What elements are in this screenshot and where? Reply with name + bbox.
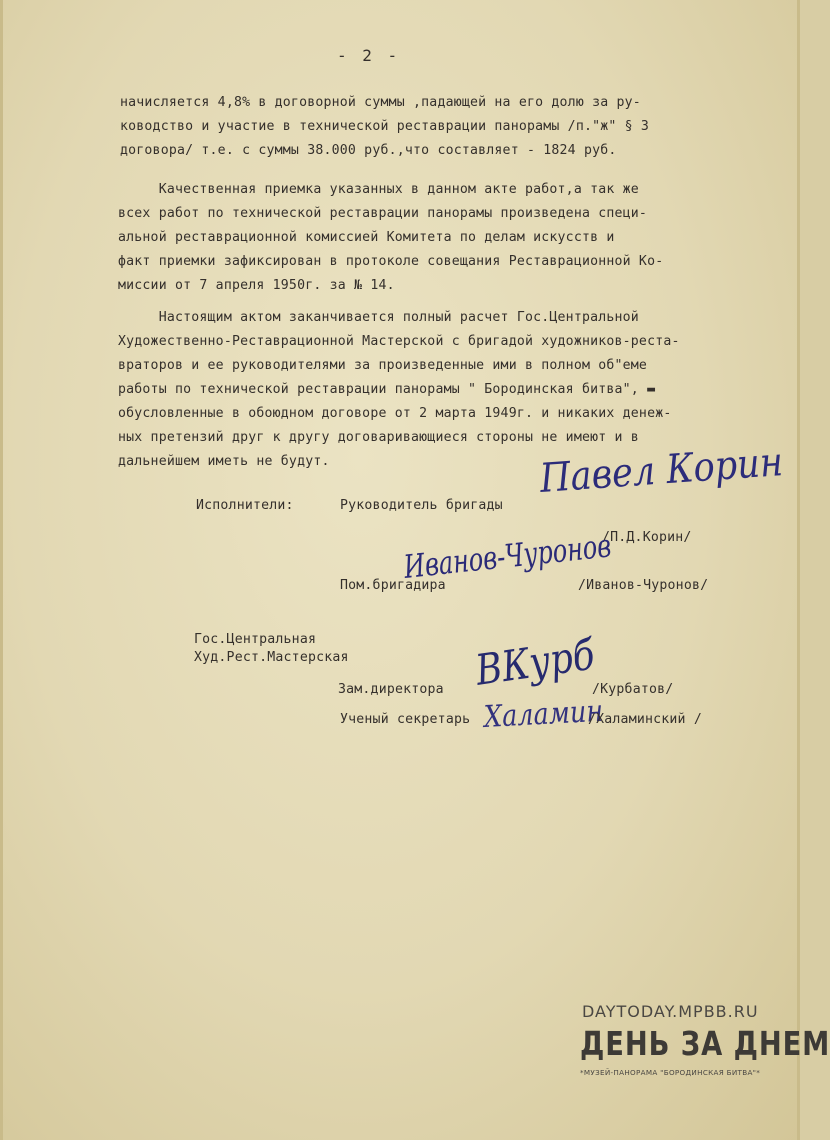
text-line: ководство и участие в технической реставрации панорамы /п."ж" § 3 [120, 119, 650, 134]
watermark-url: DAYTODAY.MPBB.RU [582, 1002, 759, 1021]
signature-ivanov: Иванов-Чуронов [402, 526, 613, 586]
executors-label: Исполнители: [196, 498, 294, 513]
org-name-line-1: Гос.Центральная [194, 632, 317, 647]
text-line: ных претензий друг к другу договаривающиеся стороны не имеют и в [118, 430, 639, 445]
deputy-name: /Курбатов/ [592, 682, 674, 697]
paper-edge-left [0, 0, 3, 1140]
deputy-label: Зам.директора [338, 682, 444, 697]
paper-edge-right [797, 0, 800, 1140]
text-line: факт приемки зафиксирован в протоколе совещания Реставрационной Ко- [118, 254, 664, 269]
signature-kurbatov: ВКурб [472, 629, 598, 695]
assistant-name: /Иванов-Чуронов/ [578, 578, 709, 593]
brigade-leader-label: Руководитель бригады [340, 498, 503, 513]
text-line: дальнейшем иметь не будут. [118, 454, 330, 469]
text-line: всех работ по технической реставрации панорамы произведена специ- [118, 206, 648, 221]
text-line: Качественная приемка указанных в данном акте работ,а так же [118, 182, 639, 197]
text-line: альной реставрационной комиссией Комитета по делам искусств и [118, 230, 615, 245]
org-name-line-2: Худ.Рест.Мастерская [194, 650, 349, 665]
paragraph-1 [120, 95, 760, 165]
watermark-logo: ДЕНЬ ЗА ДНЕМ [580, 1024, 830, 1063]
page-number: - 2 - [337, 46, 401, 65]
signature-secretary: Халамин [483, 693, 604, 735]
paragraph-2 [118, 182, 778, 302]
text-line: миссии от 7 апреля 1950г. за № 14. [118, 278, 395, 293]
text-line: Художественно-Реставрационной Мастерской с бригадой художников-рестa- [118, 334, 680, 349]
secretary-name: /Халаминский / [588, 712, 702, 727]
text-line: работы по технической реставрации панорамы " Бородинская битва", ▬ [118, 382, 656, 397]
text-line: начисляется 4,8% в договорной суммы ,падающей на его долю за ру- [120, 95, 641, 110]
secretary-label: Ученый секретарь [340, 712, 471, 727]
text-line: враторов и ее руководителями за произведенные ими в полном об"еме [118, 358, 648, 373]
brigade-leader-name: /П.Д.Корин/ [602, 530, 692, 545]
text-line: Настоящим актом заканчивается полный расчет Гос.Центральной [118, 310, 639, 325]
watermark-subtitle: *МУЗЕЙ-ПАНОРАМА "БОРОДИНСКАЯ БИТВА"* [580, 1068, 761, 1077]
text-line: договора/ т.е. с суммы 38.000 руб.,что составляет - 1824 руб. [120, 143, 617, 158]
signature-korin: Павел Корин [538, 439, 785, 502]
assistant-label: Пом.бригадира [340, 578, 446, 593]
text-line: обусловленные в обоюдном договоре от 2 марта 1949г. и никаких денеж- [118, 406, 672, 421]
